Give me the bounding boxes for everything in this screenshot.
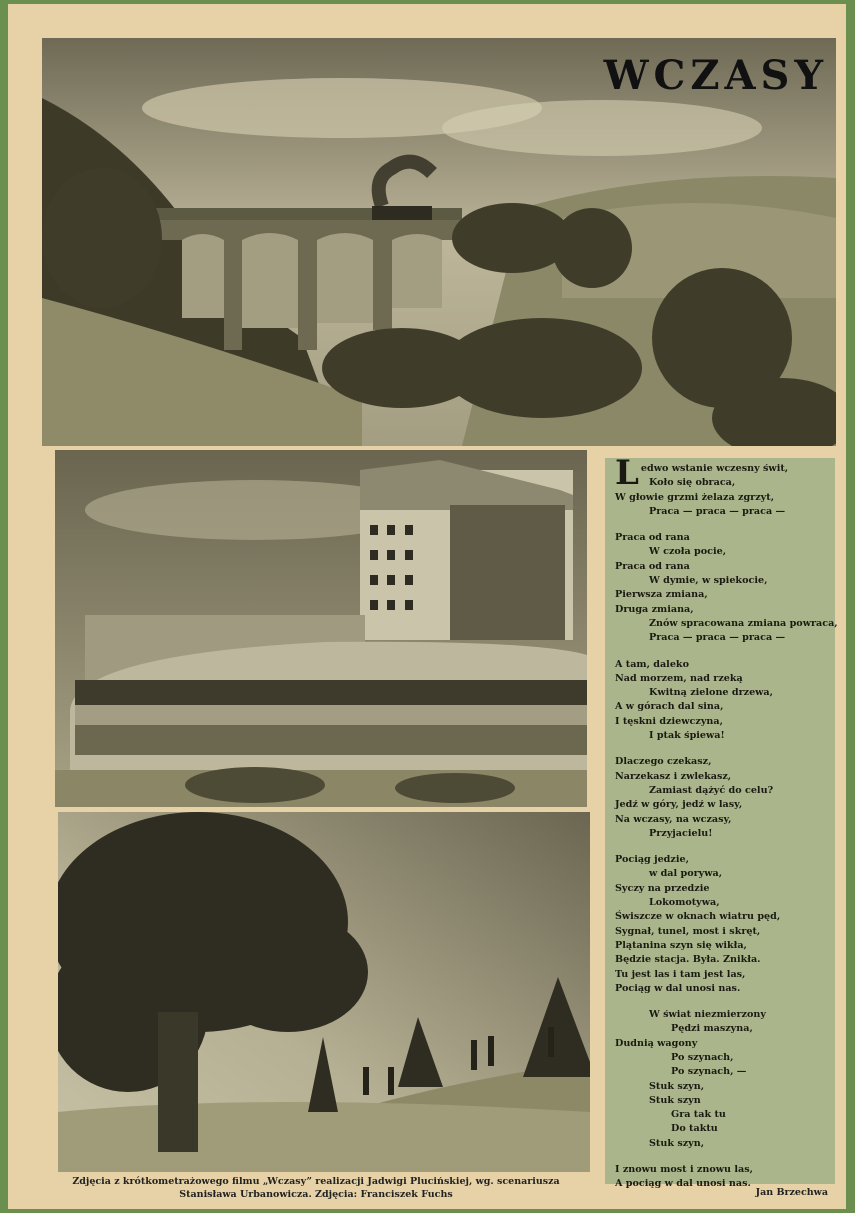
poem-line: W świat niezmierzony bbox=[649, 1009, 766, 1021]
stanza-gap bbox=[615, 519, 830, 531]
poem-line: Gra tak tu bbox=[671, 1109, 726, 1121]
poem-line: Do taktu bbox=[671, 1123, 718, 1135]
poem-line: Praca od rana bbox=[615, 560, 690, 572]
poem-line: Pociąg jedzie, bbox=[615, 854, 689, 866]
poem-line: Nad morzem, nad rzeką bbox=[615, 672, 743, 684]
poem-line: W czoła pocie, bbox=[649, 546, 727, 558]
poem-line: Kwitną zielone drzewa, bbox=[649, 687, 773, 699]
poem-line: I znowu most i znowu las, bbox=[615, 1164, 753, 1176]
poem-author: Jan Brzechwa bbox=[755, 1187, 828, 1198]
poem-line: I tęskni dziewczyna, bbox=[615, 715, 723, 727]
poem-line: Dlaczego czekasz, bbox=[615, 756, 712, 768]
drop-cap: L bbox=[615, 453, 639, 493]
poem-line: Druga zmiana, bbox=[615, 603, 694, 615]
poem-line: A pociąg w dal unosi nas. bbox=[615, 1178, 751, 1190]
poem-line: Będzie stacja. Była. Znikła. bbox=[615, 954, 761, 966]
resort-building-photo bbox=[55, 450, 587, 807]
caption-line-2: Stanisława Urbanowicza. Zdjęcia: Franciszek Fuchs bbox=[179, 1189, 453, 1200]
poem-line: Pierwsza zmiana, bbox=[615, 589, 708, 601]
poem-line: edwo wstanie wczesny świt, bbox=[640, 463, 789, 474]
poem-line: Sygnał, tunel, most i skręt, bbox=[615, 925, 761, 937]
poem-line: Na wczasy, na wczasy, bbox=[615, 813, 732, 825]
poem-line: Zamiast dążyć do celu? bbox=[649, 784, 774, 796]
poem-line: Praca od rana bbox=[615, 532, 690, 544]
poem-line: Narzekasz i zwlekasz, bbox=[615, 770, 732, 782]
hikers-tree-photo bbox=[58, 812, 590, 1172]
poem-line: Syczy na przedzie bbox=[615, 882, 710, 894]
poem-line: Po szynach, — bbox=[671, 1066, 747, 1078]
page-title: WCZASY bbox=[603, 52, 828, 99]
photo-caption bbox=[66, 1175, 566, 1201]
poem-line: Pędzi maszyna, bbox=[671, 1023, 753, 1035]
poem-line: Po szynach, bbox=[671, 1051, 734, 1063]
poem-line: Praca — praca — praca — bbox=[649, 632, 786, 644]
poem-line: Stuk szyn, bbox=[649, 1080, 705, 1092]
poem-line: W dymie, w spiekocie, bbox=[649, 575, 768, 587]
poem-line: Jedź w góry, jedź w lasy, bbox=[615, 799, 743, 811]
poem-line: Dudnią wagony bbox=[615, 1037, 698, 1049]
poem-line: A tam, daleko bbox=[615, 658, 689, 670]
poem-line: Znów spracowana zmiana powraca, bbox=[649, 617, 838, 629]
poem-text bbox=[615, 453, 838, 1192]
poem-line: Świszcze w oknach wiatru pęd, bbox=[615, 911, 781, 923]
stanza-gap bbox=[615, 996, 830, 1008]
poem-line: Koło się obraca, bbox=[649, 477, 736, 489]
poem-line: Plątanina szyn się wikła, bbox=[615, 939, 747, 951]
stanza-gap bbox=[615, 1151, 830, 1163]
stanza-gap bbox=[615, 841, 830, 853]
poem-line: Stuk szyn, bbox=[649, 1137, 705, 1149]
poem-line: I ptak śpiewa! bbox=[649, 730, 725, 742]
poem-line: Pociąg w dal unosi nas. bbox=[615, 982, 741, 994]
poem-line: Lokomotywa, bbox=[649, 897, 720, 909]
poem-line: Praca — praca — praca — bbox=[649, 505, 786, 517]
stanza-gap bbox=[615, 743, 830, 755]
caption-line-1: Zdjęcia z krótkometrażowego filmu „Wczasy” realizacji Jadwigi Plucińskiej, wg. scenariusza bbox=[72, 1176, 560, 1187]
poem-line: Tu jest las i tam jest las, bbox=[615, 968, 746, 980]
poem-line: W głowie grzmi żelaza zgrzyt, bbox=[615, 491, 775, 503]
magazine-page bbox=[8, 4, 846, 1209]
poem-line: w dal porywa, bbox=[649, 868, 723, 880]
poem-line: Przyjacielu! bbox=[649, 827, 713, 839]
poem-line: A w górach dal sina, bbox=[615, 701, 724, 713]
viaduct-landscape-photo bbox=[42, 38, 836, 446]
stanza-gap bbox=[615, 646, 830, 658]
poem-box bbox=[605, 453, 838, 1190]
poem-line: Stuk szyn bbox=[649, 1094, 701, 1106]
